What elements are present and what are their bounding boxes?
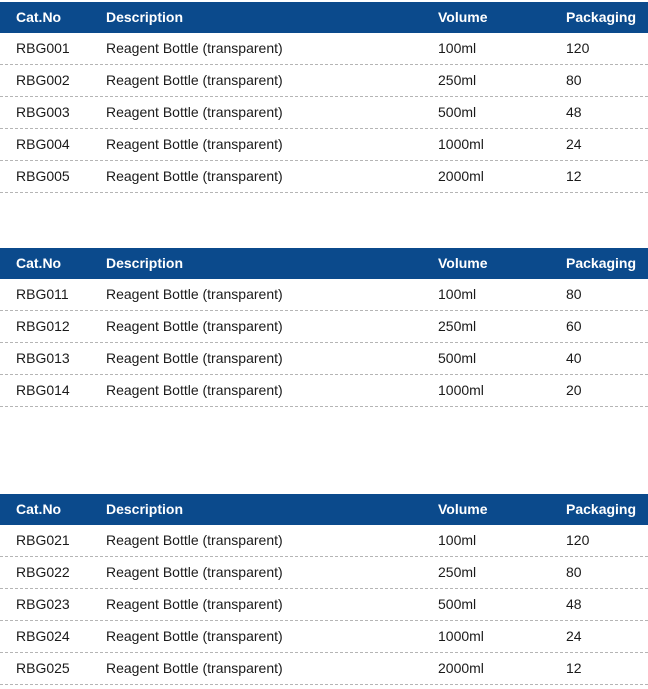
- table-row: [0, 129, 648, 161]
- cell-packaging: 24: [566, 628, 582, 644]
- cell-description: Reagent Bottle (transparent): [106, 350, 283, 366]
- cell-description: Reagent Bottle (transparent): [106, 628, 283, 644]
- cell-volume: 1000ml: [438, 136, 484, 152]
- table-row: [0, 311, 648, 343]
- cell-packaging: 48: [566, 596, 582, 612]
- table-row: [0, 33, 648, 65]
- cell-volume: 500ml: [438, 596, 477, 612]
- cell-description: Reagent Bottle (transparent): [106, 532, 283, 548]
- cell-cat-no: RBG004: [16, 136, 70, 152]
- cell-volume: 250ml: [438, 72, 477, 88]
- cell-volume: 100ml: [438, 286, 477, 302]
- cell-description: Reagent Bottle (transparent): [106, 318, 283, 334]
- cell-cat-no: RBG023: [16, 596, 70, 612]
- cell-volume: 100ml: [438, 40, 477, 56]
- table-row: [0, 621, 648, 653]
- cell-description: Reagent Bottle (transparent): [106, 596, 283, 612]
- cell-description: Reagent Bottle (transparent): [106, 286, 283, 302]
- cell-cat-no: RBG025: [16, 660, 70, 676]
- cell-volume: 1000ml: [438, 628, 484, 644]
- cell-packaging: 24: [566, 136, 582, 152]
- cell-cat-no: RBG024: [16, 628, 70, 644]
- cell-cat-no: RBG005: [16, 168, 70, 184]
- cell-packaging: 80: [566, 286, 582, 302]
- table-row: [0, 65, 648, 97]
- cell-packaging: 20: [566, 382, 582, 398]
- table-row: [0, 557, 648, 589]
- cell-volume: 250ml: [438, 318, 477, 334]
- header-volume: Volume: [438, 9, 488, 25]
- table-header: [0, 494, 648, 525]
- table-row: [0, 525, 648, 557]
- cell-description: Reagent Bottle (transparent): [106, 40, 283, 56]
- cell-volume: 1000ml: [438, 382, 484, 398]
- header-volume: Volume: [438, 255, 488, 271]
- table-row: [0, 279, 648, 311]
- cell-cat-no: RBG021: [16, 532, 70, 548]
- cell-volume: 100ml: [438, 532, 477, 548]
- cell-packaging: 80: [566, 72, 582, 88]
- product-table-1: [0, 2, 648, 193]
- table-row: [0, 375, 648, 407]
- cell-volume: 250ml: [438, 564, 477, 580]
- header-packaging: Packaging: [566, 9, 637, 25]
- cell-packaging: 12: [566, 660, 582, 676]
- table-row: [0, 343, 648, 375]
- header-cat-no: Cat.No: [16, 501, 62, 517]
- table-header: [0, 248, 648, 279]
- table-row: [0, 161, 648, 193]
- cell-volume: 500ml: [438, 350, 477, 366]
- cell-packaging: 40: [566, 350, 582, 366]
- cell-cat-no: RBG001: [16, 40, 70, 56]
- cell-description: Reagent Bottle (transparent): [106, 168, 283, 184]
- table-row: [0, 589, 648, 621]
- header-description: Description: [106, 9, 184, 25]
- cell-cat-no: RBG002: [16, 72, 70, 88]
- cell-packaging: 120: [566, 40, 590, 56]
- product-table-2: [0, 248, 648, 407]
- cell-description: Reagent Bottle (transparent): [106, 564, 283, 580]
- header-volume: Volume: [438, 501, 488, 517]
- cell-volume: 2000ml: [438, 168, 484, 184]
- table-row: [0, 97, 648, 129]
- cell-cat-no: RBG014: [16, 382, 70, 398]
- cell-packaging: 12: [566, 168, 582, 184]
- cell-description: Reagent Bottle (transparent): [106, 104, 283, 120]
- cell-description: Reagent Bottle (transparent): [106, 660, 283, 676]
- header-cat-no: Cat.No: [16, 9, 62, 25]
- cell-cat-no: RBG012: [16, 318, 70, 334]
- header-packaging: Packaging: [566, 255, 637, 271]
- header-cat-no: Cat.No: [16, 255, 62, 271]
- table-row: [0, 653, 648, 685]
- cell-cat-no: RBG011: [16, 286, 69, 302]
- cell-packaging: 80: [566, 564, 582, 580]
- cell-description: Reagent Bottle (transparent): [106, 72, 283, 88]
- cell-cat-no: RBG022: [16, 564, 70, 580]
- cell-packaging: 48: [566, 104, 582, 120]
- header-description: Description: [106, 255, 184, 271]
- cell-description: Reagent Bottle (transparent): [106, 382, 283, 398]
- product-table-3: [0, 494, 648, 685]
- cell-cat-no: RBG003: [16, 104, 70, 120]
- cell-volume: 500ml: [438, 104, 477, 120]
- header-packaging: Packaging: [566, 501, 637, 517]
- cell-description: Reagent Bottle (transparent): [106, 136, 283, 152]
- cell-packaging: 60: [566, 318, 582, 334]
- table-header: [0, 2, 648, 33]
- header-description: Description: [106, 501, 184, 517]
- cell-packaging: 120: [566, 532, 590, 548]
- cell-volume: 2000ml: [438, 660, 484, 676]
- cell-cat-no: RBG013: [16, 350, 70, 366]
